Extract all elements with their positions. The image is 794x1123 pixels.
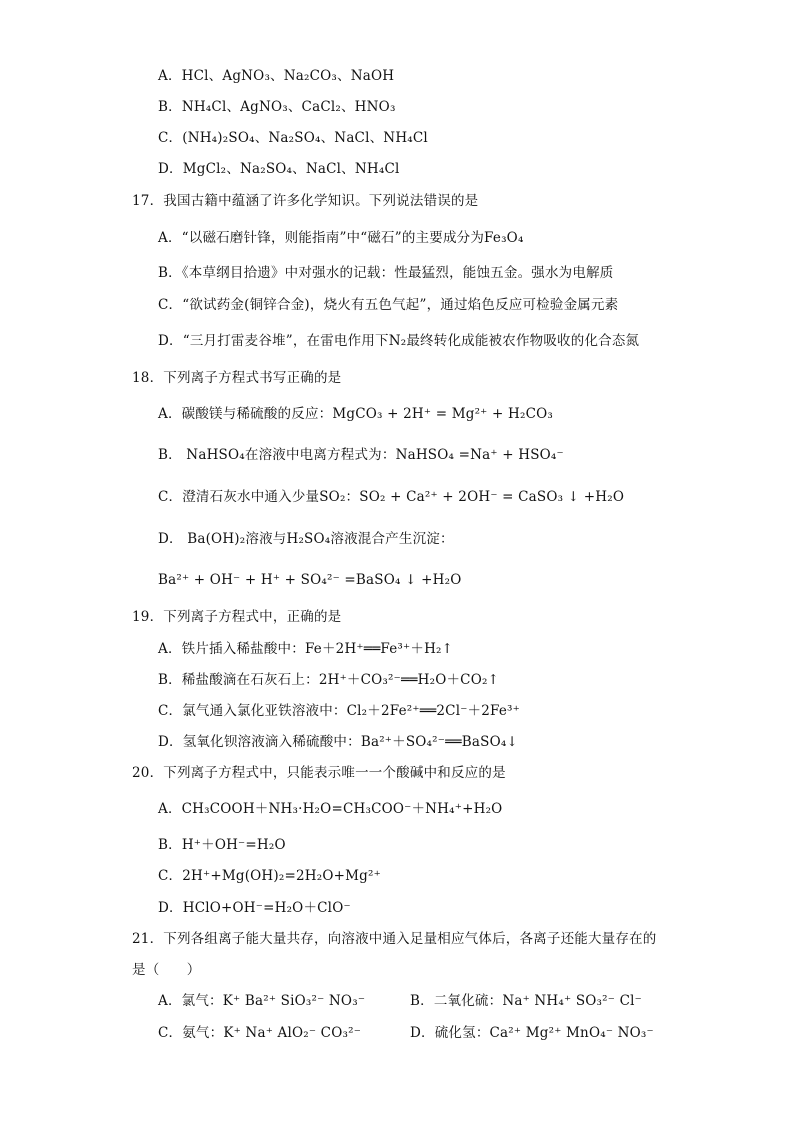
q17-stem: 17．我国古籍中蕴涵了许多化学知识。下列说法错误的是 <box>132 193 479 209</box>
q17-option-a: A．“以磁石磨针锋，则能指南”中“磁石”的主要成分为Fe₃O₄ <box>158 230 524 246</box>
q18-option-d-equation: Ba²⁺ + OH⁻ + H⁺ + SO₄²⁻ =BaSO₄ ↓ +H₂O <box>158 572 462 588</box>
q16-option-d: D．MgCl₂、Na₂SO₄、NaCl、NH₄Cl <box>158 161 400 177</box>
q20-stem: 20．下列离子方程式中，只能表示唯一一个酸碱中和反应的是 <box>132 765 506 781</box>
q19-stem: 19．下列离子方程式中，正确的是 <box>132 609 342 625</box>
q20-option-c: C．2H⁺+Mg(OH)₂=2H₂O+Mg²⁺ <box>158 868 381 884</box>
q21-stem: 21．下列各组离子能大量共存，向溶液中通入足量相应气体后，各离子还能大量存在的 <box>132 931 657 947</box>
q21-option-a: A．氯气：K⁺ Ba²⁺ SiO₃²⁻ NO₃⁻ <box>158 993 366 1009</box>
q19-option-b: B．稀盐酸滴在石灰石上：2H⁺＋CO₃²⁻══H₂O＋CO₂↑ <box>158 672 500 688</box>
q21-option-c: C．氨气：K⁺ Na⁺ AlO₂⁻ CO₃²⁻ <box>158 1025 362 1041</box>
q20-option-a: A．CH₃COOH＋NH₃·H₂O=CH₃COO⁻＋NH₄⁺+H₂O <box>158 801 503 817</box>
q16-option-a: A．HCl、AgNO₃、Na₂CO₃、NaOH <box>158 68 395 84</box>
q16-option-c: C．(NH₄)₂SO₄、Na₂SO₄、NaCl、NH₄Cl <box>158 130 428 146</box>
q17-option-b: B．《本草纲目拾遗》中对强水的记载：性最猛烈，能蚀五金。强水为电解质 <box>158 265 614 281</box>
q20-option-b: B．H⁺＋OH⁻=H₂O <box>158 837 286 853</box>
q18-option-a: A．碳酸镁与稀硫酸的反应：MgCO₃ + 2H⁺ = Mg²⁺ + H₂CO₃ <box>158 406 553 422</box>
q18-option-c: C．澄清石灰水中通入少量SO₂：SO₂ + Ca²⁺ + 2OH⁻ = CaSO₃ ↓ +H₂O <box>158 489 625 505</box>
q19-option-d: D．氢氧化钡溶液滴入稀硫酸中：Ba²⁺＋SO₄²⁻══BaSO₄↓ <box>158 734 518 750</box>
q18-stem: 18．下列离子方程式书写正确的是 <box>132 370 342 386</box>
q21-stem-continued: 是（ ） <box>132 962 201 978</box>
q18-option-b: B． NaHSO₄在溶液中电离方程式为：NaHSO₄ =Na⁺ + HSO₄⁻ <box>158 447 564 463</box>
q16-option-b: B．NH₄Cl、AgNO₃、CaCl₂、HNO₃ <box>158 99 396 115</box>
q21-option-d: D．硫化氢：Ca²⁺ Mg²⁺ MnO₄⁻ NO₃⁻ <box>410 1025 654 1041</box>
q19-option-c: C．氯气通入氯化亚铁溶液中：Cl₂＋2Fe²⁺══2Cl⁻＋2Fe³⁺ <box>158 703 520 719</box>
q20-option-d: D．HClO+OH⁻=H₂O＋ClO⁻ <box>158 900 351 916</box>
q19-option-a: A．铁片插入稀盐酸中：Fe＋2H⁺══Fe³⁺＋H₂↑ <box>158 641 454 657</box>
q17-option-c: C．“欲试药金(铜锌合金)，烧火有五色气起”，通过焰色反应可检验金属元素 <box>158 297 619 313</box>
q18-option-d: D． Ba(OH)₂溶液与H₂SO₄溶液混合产生沉淀： <box>158 531 454 547</box>
q17-option-d: D．“三月打雷麦谷堆”，在雷电作用下N₂最终转化成能被农作物吸收的化合态氮 <box>158 333 640 349</box>
q21-option-b: B．二氧化硫：Na⁺ NH₄⁺ SO₃²⁻ Cl⁻ <box>410 993 642 1009</box>
